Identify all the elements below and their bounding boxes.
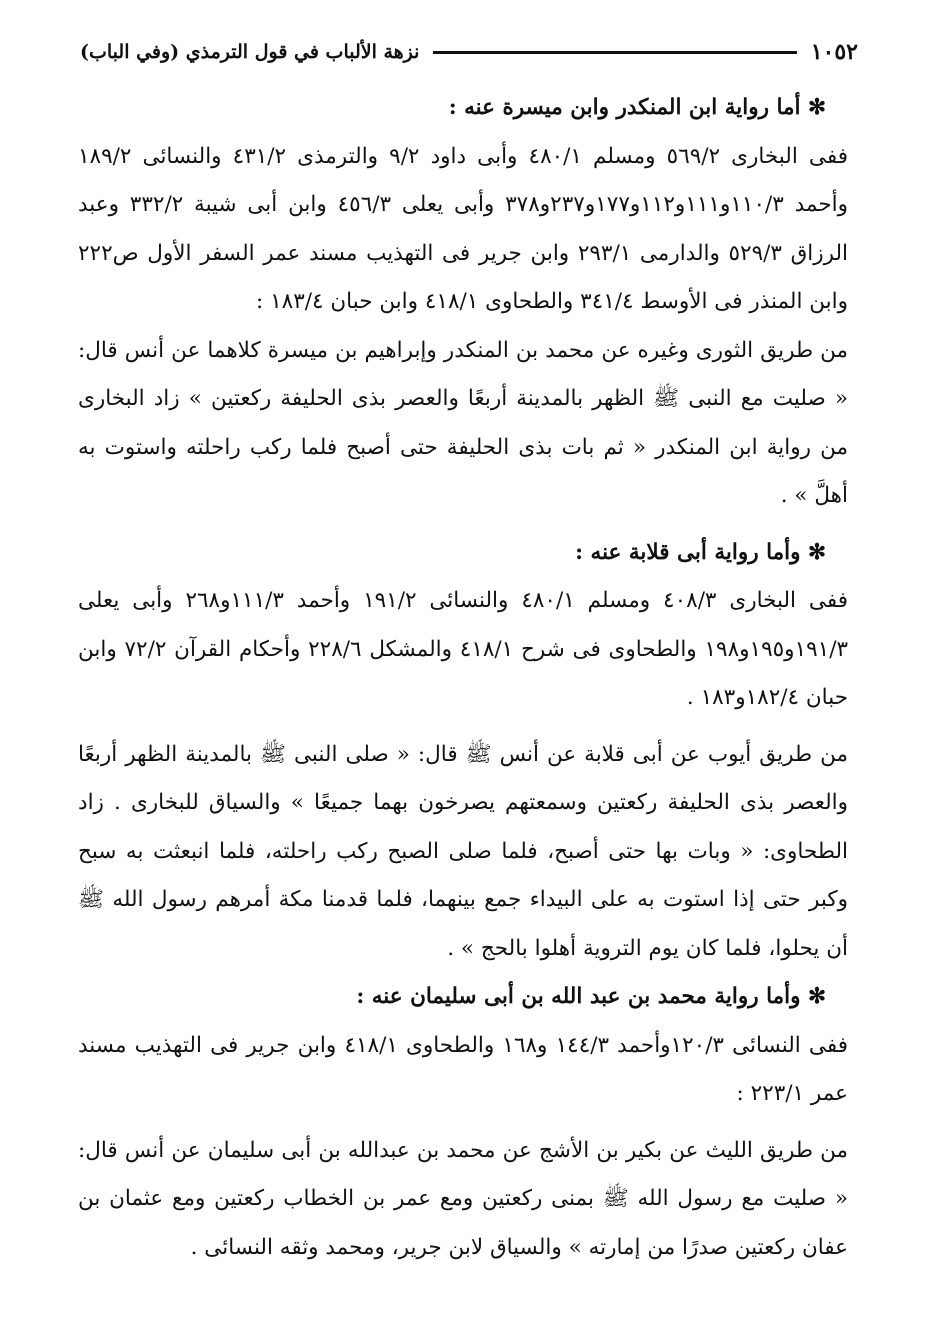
page-number: ١٠٥٢ xyxy=(810,39,858,65)
paragraph-hadith-1: من طريق الثورى وغيره عن محمد بن المنكدر وإبراهيم بن ميسرة كلاهما عن أنس قال: « صليت مع النبى ﷺ الظهر بالمدينة أربعًا والعصر بذى الحليفة ركعتين » زاد البخارى من رواية ابن المنكدر « ثم بات بذى الحليفة حتى أصبح فلما ركب راحلته واستوت به أهلَّ » . xyxy=(78,337,848,508)
running-header xyxy=(80,34,858,70)
page-body xyxy=(78,84,848,1272)
section-heading-ibn-munkadir: ✻ أما رواية ابن المنكدر وابن ميسرة عنه : xyxy=(448,95,826,120)
paragraph-sources-2: ففى البخارى ٤٠٨/٣ ومسلم ٤٨٠/١ والنسائى ١٩١/٢ وأحمد ١١١/٣و٢٦٨ وأبى يعلى ١٩١/٣و١٩٥و١٩٨ والطحاوى فى شرح ٤١٨/١ والمشكل ٢٢٨/٦ وأحكام القرآن ٧٢/٢ وابن حبان ١٨٢/٤و١٨٣ . xyxy=(78,588,848,710)
paragraph-hadith-3: من طريق الليث عن بكير بن الأشج عن محمد بن عبدالله بن أبى سليمان عن أنس قال: « صليت مع رسول الله ﷺ بمنى ركعتين ومع عمر بن الخطاب ركعتين ومع عثمان بن عفان ركعتين صدرًا من إمارته » والسياق لابن جرير، ومحمد وثقه النسائى . xyxy=(78,1137,848,1260)
header-title: نزهة الألباب في قول الترمذي (وفي الباب) xyxy=(80,41,420,63)
section-heading-abu-qilaba: ✻ وأما رواية أبى قلابة عنه : xyxy=(575,539,826,565)
header-rule xyxy=(433,51,796,54)
paragraph-sources-1: ففى البخارى ٥٦٩/٢ ومسلم ٤٨٠/١ وأبى داود ٩/٢ والترمذى ٤٣١/٢ والنسائى ١٨٩/٢ وأحمد ١١٠/٣و١١١و١١٢و١٧٧و٢٣٧و٣٧٨ وأبى يعلى ٤٥٦/٣ وابن أبى شيبة ٣٣٢/٢ وعبد الرزاق ٥٢٩/٣ والدارمى ٢٩٣/١ وابن جرير فى التهذيب مسند عمر السفر الأول ص٢٢٢ وابن المنذر فى الأوسط ٣٤١/٤ والطحاوى ٤١٨/١ وابن حبان ١٨٣/٤ : xyxy=(78,143,848,314)
paragraph-hadith-2: من طريق أيوب عن أبى قلابة عن أنس ﷺ قال: « صلى النبى ﷺ بالمدينة الظهر أربعًا والعصر بذى الحليفة ركعتين وسمعتهم يصرخون بهما جميعًا » والسياق للبخارى . زاد الطحاوى: « وبات بها حتى أصبح، فلما صلى الصبح ركب راحلته، فلما انبعثت به سبح وكبر حتى إذا استوت به على البيداء جمع بينهما، فلما قدمنا مكة أمرهم رسول الله ﷺ أن يحلوا، فلما كان يوم التروية أهلوا بالحج » . xyxy=(78,741,848,961)
paragraph-sources-3: ففى النسائى ١٢٠/٣وأحمد ١٤٤/٣ و١٦٨ والطحاوى ٤١٨/١ وابن جرير فى التهذيب مسند عمر ٢٢٣/١ : xyxy=(78,1032,849,1106)
section-heading-muhammad-ibn-abdullah: ✻ وأما رواية محمد بن عبد الله بن أبى سليمان عنه : xyxy=(356,984,826,1009)
